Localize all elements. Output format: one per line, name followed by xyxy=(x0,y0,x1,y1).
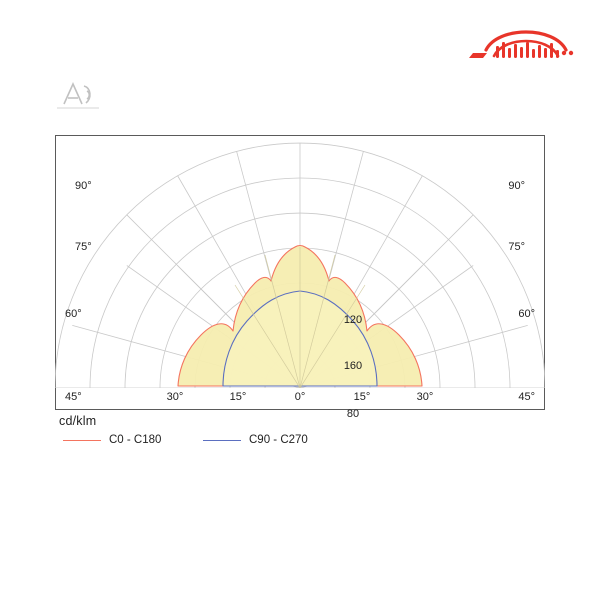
ring-label-120: 120 xyxy=(343,314,363,326)
angle-label-bottom-30-right: 30° xyxy=(416,391,434,403)
legend-item-c90-c270 xyxy=(203,434,308,446)
angle-label-left-90: 90° xyxy=(75,180,92,192)
polar-chart xyxy=(55,135,545,420)
angle-label-right-90: 90° xyxy=(508,180,525,192)
angle-label-bottom-30-left: 30° xyxy=(166,391,184,403)
angle-label-right-75: 75° xyxy=(508,241,525,253)
angle-label-left-60: 60° xyxy=(65,308,82,320)
legend-item-c0-c180 xyxy=(63,434,203,446)
angle-label-right-45: 45° xyxy=(518,391,535,403)
chart-meta xyxy=(55,414,545,446)
angle-label-right-60: 60° xyxy=(518,308,535,320)
angle-label-bottom-0: 0° xyxy=(294,391,306,403)
legend-label-c0-c180: C0 - C180 xyxy=(109,434,162,446)
ring-label-80: 80 xyxy=(346,408,360,420)
angle-label-left-45: 45° xyxy=(65,391,82,403)
legend-swatch-c0-c180 xyxy=(63,440,101,441)
legend-swatch-c90-c270 xyxy=(203,440,241,441)
angle-label-bottom-15-right: 15° xyxy=(353,391,371,403)
legend-label-c90-c270: C90 - C270 xyxy=(249,434,308,446)
unit-label: cd/klm xyxy=(59,414,97,428)
brand-logo xyxy=(470,20,582,66)
photo-watermark-icon xyxy=(55,78,101,112)
ring-label-160: 160 xyxy=(343,360,363,372)
angle-label-left-75: 75° xyxy=(75,241,92,253)
angle-label-bottom-15-left: 15° xyxy=(229,391,247,403)
chart-legend xyxy=(63,434,545,446)
